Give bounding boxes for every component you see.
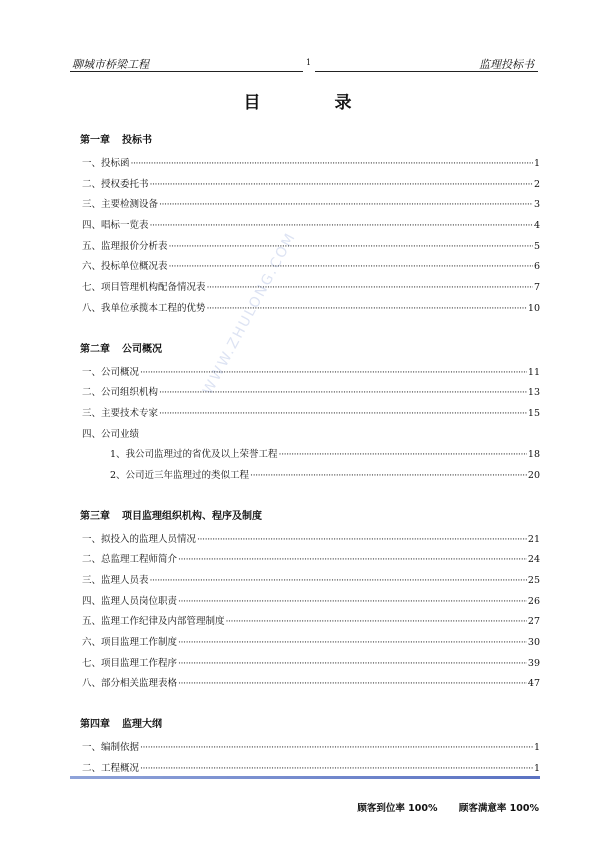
toc-entry-label: 二、总监理工程师简介 xyxy=(82,554,178,566)
toc-entry[interactable] xyxy=(80,175,540,196)
toc-entry-label: 一、拟投入的监理人员情况 xyxy=(82,533,197,545)
dot-leader xyxy=(250,466,527,487)
toc-entry[interactable] xyxy=(80,278,540,299)
toc-entry[interactable] xyxy=(80,257,540,278)
toc-entry-label: 五、监理工作纪律及内部管理制度 xyxy=(82,616,225,628)
footer-rule xyxy=(70,776,540,779)
toc-entry-page: 10 xyxy=(527,302,540,314)
footer-arrival-rate: 顾客到位率 100% xyxy=(357,803,438,814)
toc-entry-label: 六、投标单位概况表 xyxy=(82,261,168,273)
header-doc-type: 监理投标书 xyxy=(479,58,534,71)
toc-entry[interactable] xyxy=(80,654,540,675)
toc-entry-page: 20 xyxy=(527,469,540,481)
chapter-heading[interactable] xyxy=(80,342,540,358)
chapter-gap xyxy=(80,320,540,342)
dot-leader xyxy=(169,257,533,278)
toc-entry-label: 二、授权委托书 xyxy=(82,178,149,190)
dot-leader xyxy=(178,550,527,571)
chapter-number: 第四章 xyxy=(80,719,110,731)
toc-entry-page: 27 xyxy=(527,616,540,628)
toc-entry[interactable] xyxy=(80,216,540,237)
dot-leader xyxy=(207,299,527,320)
toc-entry[interactable] xyxy=(80,383,540,404)
chapter-heading[interactable] xyxy=(80,509,540,525)
toc-entry-page: 25 xyxy=(527,575,540,586)
toc-entry-page: 1 xyxy=(533,762,540,774)
toc-entry[interactable] xyxy=(80,530,540,551)
dot-leader xyxy=(159,404,527,425)
dot-leader xyxy=(150,175,533,196)
toc-entry-page: 15 xyxy=(527,407,540,419)
toc-entry[interactable] xyxy=(80,550,540,571)
toc-entry-label: 四、公司业绩 xyxy=(82,428,140,440)
header-rule-right xyxy=(315,71,538,72)
toc-entry[interactable] xyxy=(80,738,540,759)
toc-entry[interactable] xyxy=(80,299,540,320)
dot-leader xyxy=(150,216,533,237)
toc-entry-page: 5 xyxy=(533,240,540,252)
chapter-title: 监理大纲 xyxy=(122,719,162,731)
dot-leader xyxy=(178,633,527,654)
toc-entry-label: 一、编制依据 xyxy=(82,742,140,754)
dot-leader xyxy=(159,195,533,216)
toc-entry-page: 7 xyxy=(533,282,540,294)
dot-leader xyxy=(131,154,533,175)
toc-entry-page: 24 xyxy=(527,554,540,566)
dot-leader xyxy=(140,363,527,384)
header-page-number: 1 xyxy=(306,58,312,67)
dot-leader xyxy=(207,278,533,299)
dot-leader xyxy=(178,674,527,695)
toc-entry[interactable] xyxy=(80,363,540,384)
chapter-gap xyxy=(80,487,540,509)
footer-satisfaction-rate: 顾客满意率 100% xyxy=(458,803,539,814)
toc-entry-label: 1、我公司监理过的省优及以上荣誉工程 xyxy=(110,449,278,461)
dot-leader xyxy=(197,530,527,551)
toc-entry-page: 30 xyxy=(527,637,540,649)
toc-entry-label: 六、项目监理工作制度 xyxy=(82,637,178,649)
dot-leader xyxy=(226,612,527,633)
chapter-title: 公司概况 xyxy=(122,343,162,355)
chapter-heading[interactable] xyxy=(80,717,540,733)
toc-entry-label: 三、监理人员表 xyxy=(82,575,149,586)
toc-entry[interactable] xyxy=(80,674,540,695)
toc-entry[interactable] xyxy=(80,154,540,175)
dot-leader xyxy=(150,571,527,592)
toc-entry-label: 八、部分相关监理表格 xyxy=(82,678,178,690)
page-header xyxy=(70,56,538,72)
toc-entry-page: 39 xyxy=(527,657,540,669)
toc-entry-page: 18 xyxy=(527,449,540,461)
chapter-title: 项目监理组织机构、程序及制度 xyxy=(122,510,262,522)
toc-entry[interactable] xyxy=(80,195,540,216)
chapter-title: 投标书 xyxy=(122,135,152,146)
toc-entry-label: 五、监理报价分析表 xyxy=(82,240,168,252)
toc-entry-page: 4 xyxy=(533,220,540,232)
toc-entry-label: 七、项目监理工作程序 xyxy=(82,657,178,669)
chapter-heading[interactable] xyxy=(80,133,540,149)
toc-entry[interactable] xyxy=(80,571,540,592)
toc-entry-page: 11 xyxy=(527,366,540,378)
toc-entry-label: 二、工程概况 xyxy=(82,762,140,774)
toc-entry-label: 四、监理人员岗位职责 xyxy=(82,595,178,607)
toc-entry[interactable] xyxy=(80,592,540,613)
toc-entry[interactable] xyxy=(80,237,540,258)
watermark: WWW.ZHULONG.COM xyxy=(200,229,300,398)
toc-entry-label: 三、主要检测设备 xyxy=(82,199,159,211)
chapter-gap xyxy=(80,695,540,717)
toc-entry-page: 13 xyxy=(527,387,540,399)
header-rule-left xyxy=(70,71,303,72)
toc-entry-label: 七、项目管理机构配备情况表 xyxy=(82,282,206,294)
toc-entry-label: 2、公司近三年监理过的类似工程 xyxy=(110,469,250,481)
toc-entry-page: 21 xyxy=(527,533,540,545)
toc-entry-label: 三、主要技术专家 xyxy=(82,407,159,419)
dot-leader xyxy=(159,383,527,404)
toc-entry-page: 1 xyxy=(533,742,540,754)
toc-entry-label: 一、公司概况 xyxy=(82,366,140,378)
toc-entry[interactable] xyxy=(80,466,540,487)
dot-leader xyxy=(169,237,533,258)
dot-leader xyxy=(279,445,527,466)
table-of-contents xyxy=(80,133,540,780)
toc-entry[interactable] xyxy=(80,404,540,425)
chapter-number: 第一章 xyxy=(80,135,110,146)
toc-entry-page: 26 xyxy=(527,595,540,607)
dot-leader xyxy=(178,654,527,675)
toc-entry-page: 47 xyxy=(527,678,540,690)
header-project-name: 聊城市桥梁工程 xyxy=(72,58,149,71)
toc-entry[interactable] xyxy=(80,612,540,633)
toc-entry[interactable] xyxy=(80,425,540,446)
toc-entry-page: 2 xyxy=(533,178,540,190)
dot-leader xyxy=(178,592,527,613)
chapter-number: 第三章 xyxy=(80,510,110,522)
toc-entry[interactable] xyxy=(80,445,540,466)
toc-entry-page: 3 xyxy=(533,199,540,211)
toc-entry-page: 1 xyxy=(533,158,540,169)
page-title: 目 录 xyxy=(243,93,386,113)
toc-entry-page: 6 xyxy=(533,261,540,273)
chapter-number: 第二章 xyxy=(80,343,110,355)
dot-leader xyxy=(140,738,533,759)
toc-entry-label: 一、投标函 xyxy=(82,158,130,169)
page-footer xyxy=(357,800,539,814)
toc-entry-label: 八、我单位承揽本工程的优势 xyxy=(82,302,206,314)
toc-entry[interactable] xyxy=(80,633,540,654)
toc-entry-label: 四、唱标一览表 xyxy=(82,220,149,232)
toc-entry-label: 二、公司组织机构 xyxy=(82,387,159,399)
